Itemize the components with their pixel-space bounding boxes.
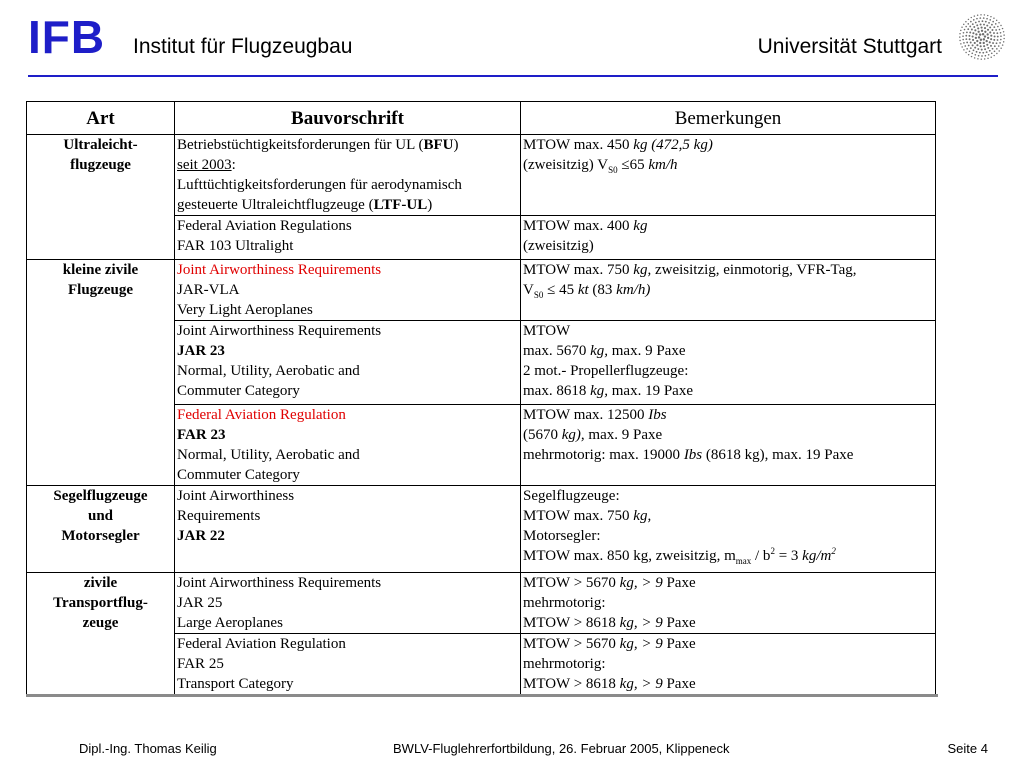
seal-dot (992, 42, 994, 44)
seal-dot (965, 26, 967, 28)
seal-dot (979, 17, 981, 19)
seal-dot (987, 33, 989, 35)
seal-dot (1003, 31, 1004, 32)
seal-dot (1000, 25, 1001, 26)
seal-dot (986, 18, 988, 20)
seal-dot (984, 48, 986, 50)
seal-dot (965, 52, 966, 53)
seal-dot (975, 54, 977, 56)
regulation-jar23: Joint Airworthiness Requirements JAR 23 Normal, Utility, Aerobatic and Commuter Category (175, 321, 521, 405)
seal-dot (996, 32, 998, 34)
seal-dot (1003, 41, 1004, 42)
seal-dot (971, 52, 973, 54)
remark-far25: MTOW > 5670 kg, > 9 Paxe mehrmotorig: MTOW > 8618 kg, > 9 Paxe (521, 634, 936, 695)
seal-dot (964, 45, 966, 47)
seal-dot (977, 48, 979, 50)
seal-dot (984, 58, 985, 59)
regulation-jar22: Joint Airworthiness Requirements JAR 22 (175, 486, 521, 573)
seal-dot (965, 38, 967, 40)
seal-dot (978, 55, 980, 57)
remark-far103: MTOW max. 400 kg (zweisitzig) (521, 216, 936, 260)
seal-dot (977, 27, 979, 29)
seal-dot (989, 26, 991, 28)
regulation-jar-vla: Joint Airworthiness Requirements JAR-VLA Very Light Aeroplanes (175, 260, 521, 321)
seal-dot (963, 32, 965, 34)
header-art: Art (27, 102, 175, 135)
seal-dot (975, 33, 977, 35)
seal-dot (971, 17, 972, 18)
seal-dot (988, 54, 990, 56)
seal-dot (974, 47, 976, 49)
category-kleine-zivile: kleine zivile Flugzeuge (27, 260, 175, 486)
category-segelflugzeuge: Segelflugzeuge und Motorsegler (27, 486, 175, 573)
seal-dot (991, 24, 993, 26)
seal-dot (987, 15, 988, 16)
seal-dot (996, 53, 997, 54)
seal-dot (995, 23, 997, 25)
remark-jar25: MTOW > 5670 kg, > 9 Paxe mehrmotorig: MTOW > 8618 kg, > 9 Paxe (521, 573, 936, 634)
seal-dot (980, 45, 982, 47)
remark-jar22: Segelflugzeuge: MTOW max. 750 kg, Motorsegler: MTOW max. 850 kg, zweisitzig, $m_{max} / b^2 = 3$ $kg/m^2$ (521, 486, 936, 573)
seal-dot (996, 20, 997, 21)
seal-dot (993, 26, 995, 28)
seal-dot (973, 49, 975, 51)
slide-header (0, 0, 1024, 80)
seal-dot (981, 27, 983, 29)
seal-dot (978, 31, 980, 33)
seal-dot (980, 14, 981, 15)
seal-dot (985, 55, 987, 57)
seal-dot (981, 58, 982, 59)
seal-dot (968, 35, 970, 37)
seal-dot (980, 24, 982, 26)
seal-dot (969, 32, 971, 34)
footer-event: BWLV-Fluglehrerfortbildung, 26. Februar 2005, Klippeneck (393, 741, 730, 756)
regulation-far25: Federal Aviation Regulation FAR 25 Transport Category (175, 634, 521, 695)
seal-dot (963, 24, 964, 25)
seal-dot (972, 35, 974, 37)
seal-dot (976, 40, 978, 42)
seal-dot (980, 39, 982, 41)
seal-dot (990, 56, 991, 57)
category-ultraleicht: Ultraleicht- flugzeuge (27, 135, 175, 260)
seal-dot (983, 42, 985, 44)
seal-dot (977, 58, 978, 59)
seal-dot (971, 56, 972, 57)
seal-dot (990, 45, 992, 47)
seal-dot (984, 27, 986, 29)
seal-dot (1003, 34, 1004, 35)
seal-dot (990, 16, 991, 17)
seal-dot (1000, 35, 1002, 37)
header-bemerkungen: Bemerkungen (521, 102, 936, 135)
seal-dot (987, 37, 989, 39)
regulations-table (26, 101, 936, 695)
seal-dot (993, 32, 995, 34)
seal-dot (988, 22, 990, 24)
seal-dot (984, 31, 986, 33)
seal-dot (998, 22, 999, 23)
seal-dot (991, 29, 993, 31)
seal-dot (997, 36, 999, 38)
seal-dot (975, 22, 977, 24)
regulation-jar25: Joint Airworthiness Requirements JAR 25 Large Aeroplanes (175, 573, 521, 634)
institute-name: Institut für Flugzeugbau (133, 35, 353, 58)
seal-dot (976, 18, 978, 20)
seal-dot (974, 42, 976, 44)
seal-dot (986, 51, 988, 53)
seal-dot (987, 58, 988, 59)
seal-dot (968, 45, 970, 47)
seal-dot (997, 26, 999, 28)
seal-dot (984, 35, 986, 37)
seal-dot (970, 21, 972, 23)
seal-dot (964, 29, 966, 31)
seal-dot (970, 42, 972, 44)
seal-dot (984, 14, 985, 15)
seal-dot (995, 29, 997, 31)
seal-dot (960, 30, 961, 31)
seal-dot (981, 30, 983, 32)
seal-dot (989, 41, 991, 43)
seal-dot (990, 38, 992, 40)
remark-bfu: MTOW max. 450 kg (472,5 kg) (zweisitzig) $V_{S0} \le 65$ km/h (521, 135, 936, 216)
seal-dot (985, 21, 987, 23)
footer-page-number: Seite 4 (947, 741, 988, 756)
seal-dot (1000, 47, 1001, 48)
table-row (27, 135, 936, 216)
table-header-row (27, 102, 936, 135)
seal-dot (975, 37, 977, 39)
seal-dot (967, 28, 969, 30)
seal-dot (999, 42, 1001, 44)
seal-dot (962, 39, 964, 41)
seal-dot (973, 19, 975, 21)
seal-dot (994, 50, 996, 52)
regulation-far103: Federal Aviation Regulations FAR 103 Ultralight (175, 216, 521, 260)
seal-dot (981, 55, 983, 57)
footer-author: Dipl.-Ing. Thomas Keilig (79, 741, 217, 756)
seal-dot (974, 57, 975, 58)
seal-dot (989, 19, 991, 21)
seal-dot (969, 26, 971, 28)
seal-dot (991, 52, 993, 54)
seal-dot (963, 42, 965, 44)
seal-dot (971, 29, 973, 31)
seal-dot (994, 45, 996, 47)
seal-dot (998, 45, 1000, 47)
seal-dot (994, 35, 996, 37)
university-name: Universität Stuttgart (757, 35, 942, 58)
seal-dot (972, 39, 974, 41)
category-transportflugzeuge: zivile Transportflug- zeuge (27, 573, 175, 695)
regulation-bfu: Betriebstüchtigkeitsforderungen für UL (BFU) seit 2003: Lufttüchtigkeitsforderungen für aerodynamisch gesteuerte Ultraleichtflugzeuge (LTF-UL) (175, 135, 521, 216)
seal-dot (962, 35, 964, 37)
seal-dot (965, 21, 966, 22)
seal-dot (959, 36, 960, 37)
header-divider (28, 75, 998, 77)
seal-dot (983, 45, 985, 47)
seal-dot (989, 31, 991, 33)
seal-dot (979, 42, 981, 44)
seal-dot (968, 19, 969, 20)
seal-dot (987, 29, 989, 31)
seal-dot (969, 38, 971, 40)
seal-dot (963, 49, 964, 50)
seal-dot (983, 38, 985, 40)
seal-dot (974, 29, 976, 31)
seal-dot (973, 26, 975, 28)
seal-dot (968, 54, 969, 55)
regulation-far23: Federal Aviation Regulation FAR 23 Normal, Utility, Aerobatic and Commuter Category (175, 405, 521, 486)
seal-dot (959, 33, 960, 34)
seal-dot (1002, 28, 1003, 29)
seal-dot (993, 55, 994, 56)
seal-dot (999, 29, 1001, 31)
table-row (27, 486, 936, 573)
remark-jar23: MTOW max. 5670 kg, max. 9 Paxe 2 mot.- Propellerflugzeuge: max. 8618 kg, max. 19 Paxe (521, 321, 936, 405)
seal-dot (993, 18, 994, 19)
seal-dot (983, 24, 985, 26)
seal-dot (978, 36, 980, 38)
seal-dot (966, 42, 968, 44)
seal-dot (959, 40, 960, 41)
seal-dot (979, 33, 981, 35)
table-bottom-shadow (26, 694, 938, 697)
seal-dot (967, 23, 969, 25)
seal-dot (972, 23, 974, 25)
seal-dot (979, 52, 981, 54)
seal-dot (997, 39, 999, 41)
seal-dot (1002, 44, 1003, 45)
seal-dot (961, 27, 962, 28)
seal-dot (996, 42, 998, 44)
seal-dot (986, 40, 988, 42)
seal-dot (969, 50, 971, 52)
seal-dot (972, 44, 974, 46)
seal-dot (966, 48, 968, 50)
seal-dot (981, 49, 983, 51)
seal-dot (996, 48, 998, 50)
remark-far23: MTOW max. 12500 Ibs (5670 kg), max. 9 Paxe mehrmotorig: max. 19000 Ibs (8618 kg), max. 19 Paxe (521, 405, 936, 486)
university-seal-icon (955, 10, 1009, 64)
seal-dot (983, 17, 985, 19)
seal-dot (960, 43, 961, 44)
seal-dot (986, 44, 988, 46)
seal-dot (966, 31, 968, 33)
table-row (27, 573, 936, 634)
seal-dot (982, 20, 984, 22)
seal-dot (1000, 32, 1002, 34)
seal-dot (970, 47, 972, 49)
seal-dot (992, 21, 994, 23)
ifb-logo: IFB (28, 11, 106, 63)
seal-dot (961, 46, 962, 47)
seal-dot (977, 14, 978, 15)
seal-dot (998, 50, 999, 51)
header-bauvorschrift: Bauvorschrift (175, 102, 521, 135)
seal-dot (976, 44, 978, 46)
remark-jar-vla: MTOW max. 750 kg, zweisitzig, einmotorig, VFR-Tag, $V_{S0} \le 45$ kt (83 km/h) (521, 260, 936, 321)
seal-dot (986, 25, 988, 27)
seal-dot (992, 48, 994, 50)
table-row (27, 260, 936, 321)
seal-dot (1003, 38, 1004, 39)
seal-dot (972, 32, 974, 34)
seal-dot (989, 50, 991, 52)
seal-dot (974, 15, 975, 16)
seal-dot (976, 51, 978, 53)
seal-dot (982, 52, 984, 54)
seal-dot (1000, 39, 1002, 41)
seal-dot (976, 24, 978, 26)
seal-dot (993, 39, 995, 41)
seal-dot (965, 35, 967, 37)
seal-dot (978, 21, 980, 23)
seal-dot (990, 35, 992, 37)
seal-dot (987, 47, 989, 49)
seal-dot (982, 33, 984, 35)
